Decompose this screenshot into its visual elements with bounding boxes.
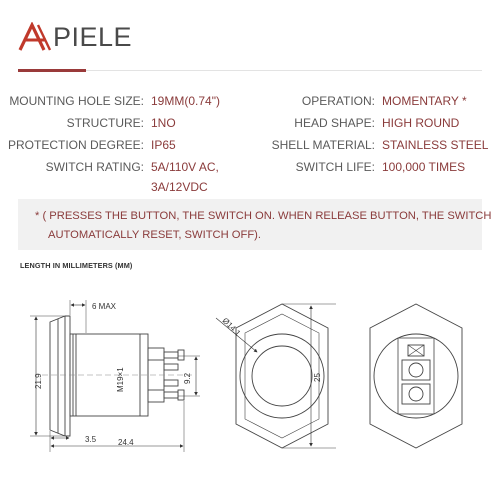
spec-value-switch-rating-1: 5A/110V AC, [151, 160, 219, 174]
header-divider-accent [18, 69, 86, 72]
spec-value-head-shape: HIGH ROUND [382, 116, 460, 130]
units-caption: LENGTH IN MILLIMETERS (MM) [20, 261, 133, 270]
rear-view-drawing [370, 304, 462, 448]
dim-diameter: Ø14.1 [220, 316, 243, 338]
spec-value-mounting-hole: 19MM(0.74") [151, 94, 220, 108]
dim-height: 21.9 [34, 373, 43, 389]
dim-head-max: 6 MAX [92, 302, 117, 311]
spec-label-shell-material: SHELL MATERIAL: [271, 138, 375, 152]
note-line-2: AUTOMATICALLY RESET, SWITCH OFF). [48, 229, 261, 241]
spec-label-mounting-hole: MOUNTING HOLE SIZE: [9, 94, 144, 108]
logo-mark-icon [18, 22, 52, 52]
header-divider [18, 70, 482, 71]
spec-value-protection: IP65 [151, 138, 176, 152]
brand-logo [18, 22, 132, 52]
spec-label-operation: OPERATION: [301, 94, 375, 108]
dim-pin-span: 9.2 [183, 372, 192, 384]
spec-value-switch-life: 100,000 TIMES [382, 160, 466, 174]
brand-name: PIELE [53, 21, 133, 52]
dim-head-offset: 3.5 [85, 435, 97, 444]
spec-label-switch-life: SWITCH LIFE: [295, 160, 375, 174]
spec-label-switch-rating: SWITCH RATING: [45, 160, 144, 174]
spec-label-protection: PROTECTION DEGREE: [7, 138, 144, 152]
dim-hex-width: 25 [313, 373, 322, 382]
side-view-drawing [30, 300, 200, 452]
spec-label-structure: STRUCTURE: [66, 116, 144, 130]
dim-thread: M19×1 [116, 367, 125, 392]
spec-label-head-shape: HEAD SHAPE: [294, 116, 375, 130]
spec-value-structure: 1NO [151, 116, 176, 130]
spec-value-operation: MOMENTARY * [382, 94, 467, 108]
spec-value-switch-rating-2: 3A/12VDC [151, 180, 208, 194]
note-line-1: * ( PRESSES THE BUTTON, THE SWITCH ON. WHEN RELEASE BUTTON, THE SWITCH [35, 210, 492, 222]
dim-length: 24.4 [118, 438, 134, 447]
technical-drawings [0, 270, 500, 500]
spec-value-shell-material: STAINLESS STEEL [382, 138, 489, 152]
operation-note [18, 199, 492, 250]
